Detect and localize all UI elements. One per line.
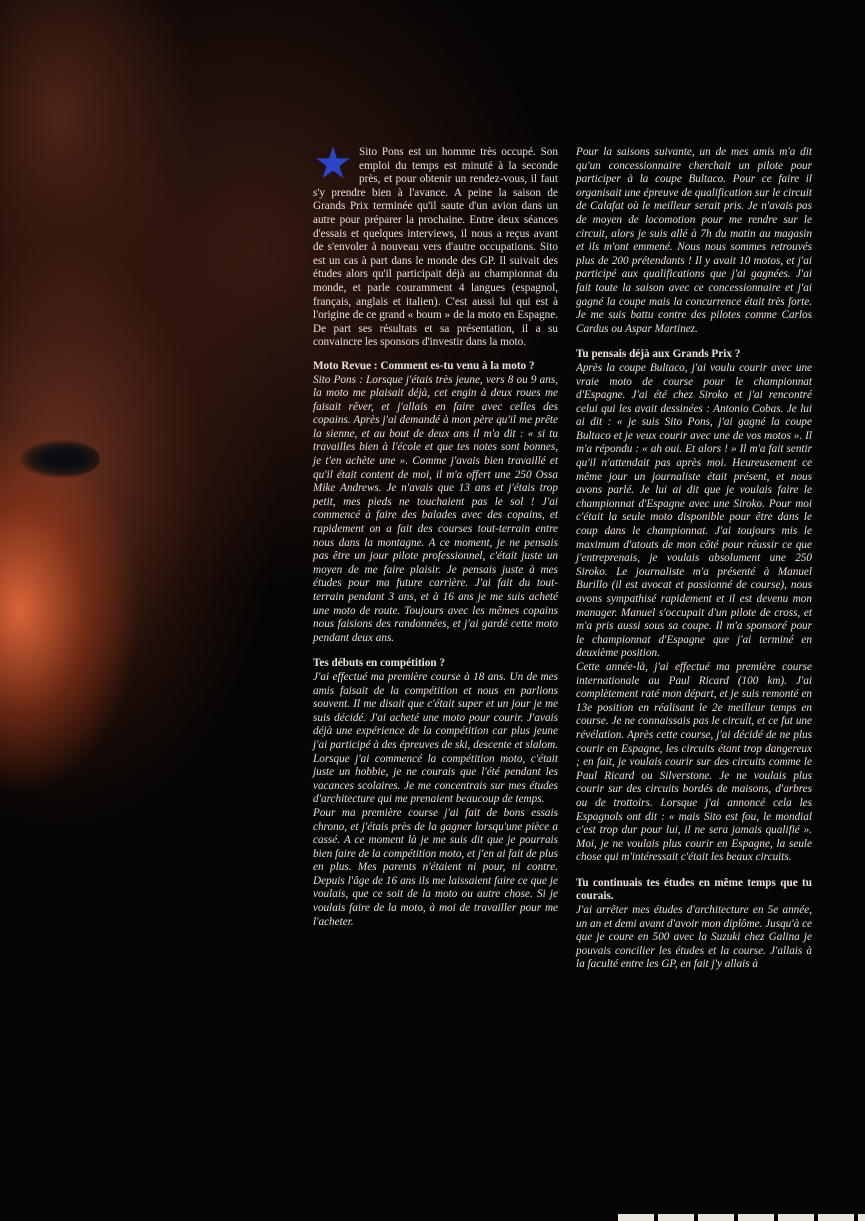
- bottom-decorative-bar: [618, 1214, 865, 1221]
- article-column-right: [576, 146, 812, 984]
- answer-paragraph: J'ai arrêter mes études d'architecture en 5e année, un an et demi avant d'avoir mon diplôme. Jusqu'à ce que je coure en 500 avec la Suzuki chez Galina je pouvais concilier les études et la course. J'allais à la faculté entre les GP, en fait j'y allais à: [576, 904, 812, 971]
- question-heading: Tu continuais tes études en même temps que tu courais.: [576, 876, 812, 903]
- answer-paragraph: J'ai effectué ma première course à 18 ans. Un de mes amis faisait de la compétition et nous en parlions souvent. Il me disait que c'était super et un jour je me suis décidé. J'ai acheté une moto pour courir. J'avais déjà une expérience de la compétition car plus jeune j'ai participé à des épreuves de ski, descente et slalom. Lorsque j'ai commencé la compétition moto, c'était juste un hobbie, je ne courais que l'été pendant les vacances scolaires. Je me concentrais sur mes études d'architecture qui me prenaient beaucoup de temps.: [313, 670, 558, 806]
- portrait-eye: [20, 440, 100, 478]
- intro-paragraph: [313, 138, 558, 350]
- star-icon: ★: [313, 138, 353, 189]
- intro-text: Sito Pons est un homme très occupé. Son emploi du temps est minuté à la seconde près, et pour obtenir un rendez-vous, il faut s'y prendre bien à l'avance. A peine la saison de Grands Prix terminée qu'il saute d'un avion dans un autre pour préparer la prochaine. Entre deux séances d'essais et quelques interviews, il nous a reçus avant de s'envoler à nouveau vers d'autre occupations. Sito est un cas à part dans le monde des GP. Il suivait des études alors qu'il participait déjà au championnat du monde, et parle couramment 4 langues (espagnol, français, anglais et italien). C'est aussi lui qui est à l'origine de ce grand « boum » de la moto en Espagne. De part ses résultats et sa présentation, il a su convaincre les sponsors d'investir dans la moto.: [313, 146, 558, 349]
- answer-paragraph: Sito Pons : Lorsque j'étais très jeune, vers 8 ou 9 ans, la moto me plaisait déjà, cet engin à deux roues me faisait rêver, et j'allais en faire avec celles des copains. Après j'ai demandé à mon père qu'il me prête la sienne, et au bout de deux ans il m'a dit : « si tu travailles bien à l'école et que tes notes sont bonnes, je t'en achète une ». Comme j'avais bien travaillé et qu'il était content de moi, il m'a offert une 250 Ossa Mike Andrews. Je n'avais que 13 ans et j'étais trop petit, mes pieds ne touchaient pas le sol ! J'ai commencé à faire des balades avec des copains, et rapidement on a fait des courses tout-terrain entre nous dans la montagne. A ce moment, je ne pensais pas être un jour pilote professionnel, c'était juste un moyen de me faire plaisir. Je pensais juste à mes études pour ma future carrière. J'ai fait du tout-terrain pendant 3 ans, et à 16 ans je me suis acheté une moto de route. Toujours avec les mêmes copains nous faisions des randonnées, et j'ai gardé cette moto pendant deux ans.: [313, 373, 558, 644]
- article-column-left: [313, 138, 558, 941]
- question-heading: Moto Revue : Comment es-tu venu à la moto ?: [313, 359, 535, 372]
- answer-paragraph: Pour ma première course j'ai fait de bons essais chrono, et j'étais près de la gagner lorsqu'une pièce a cassé. A ce moment là je me suis dit que je pourrais bien faire de la compétition moto, et j'en ai fait de plus en plus. Mes parents n'étaient ni pour, ni contre. Depuis l'âge de 16 ans ils me laissaient faire ce que je voulais, que ce soit de la moto ou autre chose. Si je voulais faire de la moto, à moi de travailler pour me l'acheter.: [313, 806, 558, 928]
- answer-paragraph: Après la coupe Bultaco, j'ai voulu courir avec une vraie moto de course pour le championnat d'Espagne. J'ai été chez Siroko et j'ai rencontré celui qui les avait dessinées : Antonio Cobas. Je lui ai dit : « je suis Sito Pons, j'ai gagné la coupe Bultaco et je veux courir avec une de vos motos ». Il m'a répondu : « ah oui. Et alors ! » Il m'a fait sentir qu'il n'attendait pas après moi. Heureusement ce même jour un journaliste était présent, et nous avons parlé. Je lui ai dit que je voulais faire le championnat d'Espagne avec une Siroko. Pour moi c'était la seule moto disponible pour être dans le coup dans le championnat. J'ai toujours mis le maximum d'atouts de mon côté pour réussir ce que j'entreprenais, je voulais absolument une 250 Siroko. Le journaliste m'a présenté à Manuel Burillo (il est avocat et passionné de course), nous avons sympathisé rapidement et il est devenu mon manager. Manuel s'occupait d'un pilote de cross, et m'a pris aussi sous sa coupe. Il m'a sponsoré pour le championnat d'Espagne que j'ai terminé en deuxième position.: [576, 361, 812, 660]
- question-heading: Tes débuts en compétition ?: [313, 657, 445, 670]
- answer-paragraph: Cette année-là, j'ai effectué ma première course internationale au Paul Ricard (100 km). J'ai complètement raté mon départ, et je suis remonté en 13e position en réalisant le 2e meilleur temps en course. Je ne connaissais pas le circuit, et ce fut une révélation. Après cette course, j'ai décidé de ne plus courir en Espagne, les circuits étant trop dangereux ; en fait, je voulais courir sur des circuits comme le Paul Ricard ou Silverstone. Je ne voulais plus courir sur des circuits bordés de maisons, d'arbres ou de trottoirs. Lorsque j'ai annoncé cela les Espagnols ont dit : « mais Sito est fou, le mondial c'est trop dur pour lui, il ne sera jamais qualifié ». Moi, je ne voulais plus courir en Espagne, la seule chose qui m'intéressait c'était les beaux circuits.: [576, 660, 812, 864]
- answer-paragraph: Pour la saisons suivante, un de mes amis m'a dit qu'un concessionnaire cherchait un pilote pour participer à la coupe Bultaco. Pour ce faire il organisait une épreuve de qualification sur le circuit de Calafat où le meilleur serait pris. Je n'avais pas de moyen de locomotion pour me rendre sur le circuit, alors je suis allé à 7h du matin au magasin et ils m'ont emmené. Nous nous sommes retrouvés plus de 200 prétendants ! Il y avait 10 motos, et j'ai participé aux qualifications que j'ai gagnées. J'ai fait toute la saison avec ce concessionnaire et j'ai gagné la coupe mais la concurrence était très forte. Je me suis battu contre des pilotes comme Carlos Cardus ou Aspar Martinez.: [576, 146, 812, 335]
- question-heading: Tu pensais déjà aux Grands Prix ?: [576, 348, 741, 361]
